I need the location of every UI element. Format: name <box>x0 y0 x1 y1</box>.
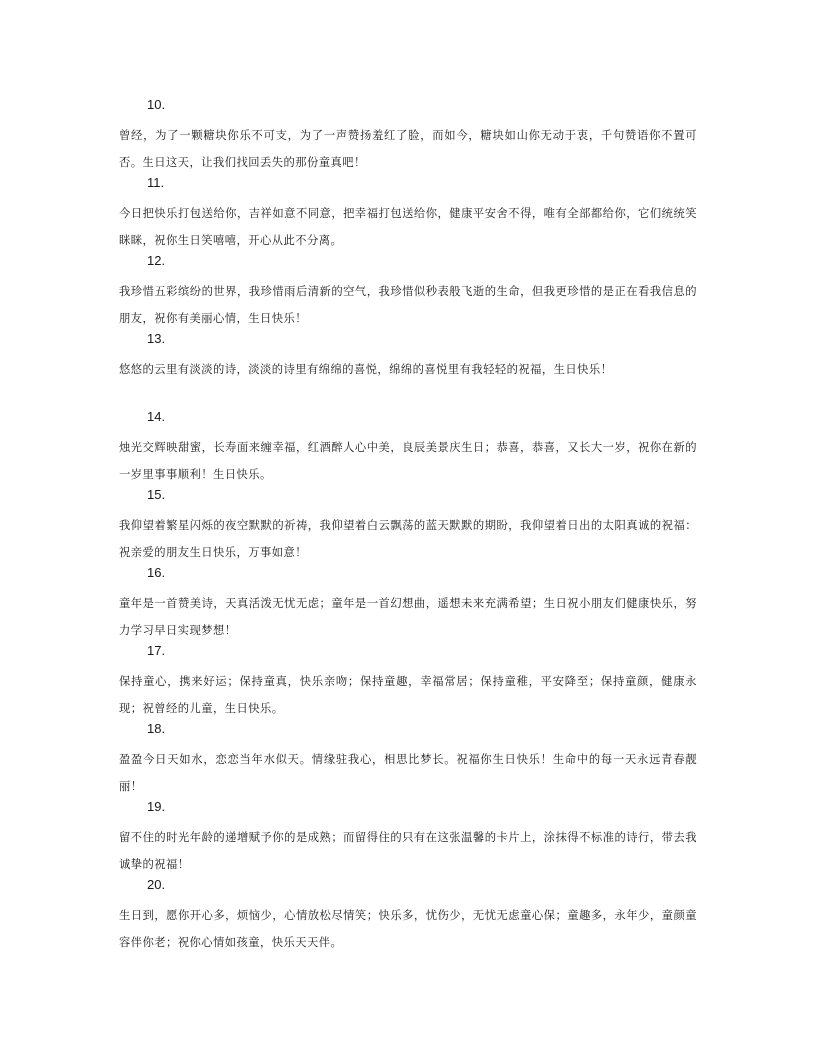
entry-11 <box>119 175 697 254</box>
entry-13 <box>119 331 697 383</box>
entry-12 <box>119 253 697 332</box>
entry-text: 我仰望着繁星闪烁的夜空默默的祈祷，我仰望着白云飘荡的蓝天默默的期盼，我仰望着日出的太阳真诚的祝福：祝亲爱的朋友生日快乐，万事如意！ <box>119 519 697 559</box>
entry-16 <box>119 565 697 644</box>
entry-18 <box>119 721 697 800</box>
entry-number: 14. <box>147 409 166 424</box>
entry-19 <box>119 799 697 878</box>
entry-text: 留不住的时光年龄的递增赋予你的是成熟；而留得住的只有在这张温馨的卡片上，涂抹得不标准的诗行，带去我诚挚的祝福！ <box>119 831 697 871</box>
entry-text: 保持童心，携来好运；保持童真，快乐亲吻；保持童趣，幸福常居；保持童稚，平安降至；保持童颜，健康永现；祝曾经的儿童，生日快乐。 <box>119 675 697 715</box>
entry-15 <box>119 487 697 566</box>
entry-number: 10. <box>147 97 166 112</box>
entry-number: 11. <box>147 175 165 190</box>
entry-number: 20. <box>147 877 166 892</box>
entry-text: 盈盈今日天如水，恋恋当年水似天。情缘驻我心，相思比梦长。祝福你生日快乐！生命中的每一天永远青春靓丽！ <box>119 753 697 793</box>
entry-text: 悠悠的云里有淡淡的诗，淡淡的诗里有绵绵的喜悦，绵绵的喜悦里有我轻轻的祝福，生日快乐！ <box>119 363 613 376</box>
entry-text: 童年是一首赞美诗，天真活泼无忧无虑；童年是一首幻想曲，遥想未来充满希望；生日祝小朋友们健康快乐，努力学习早日实现梦想！ <box>119 597 697 637</box>
entry-14 <box>119 409 697 488</box>
entry-20 <box>119 877 697 956</box>
entry-text: 生日到，愿你开心多，烦恼少，心情放松尽情笑；快乐多，忧伤少，无忧无虑童心保；童趣多，永年少，童颜童容伴你老；祝你心情如孩童，快乐天天伴。 <box>119 909 697 949</box>
entry-number: 13. <box>147 331 166 346</box>
entry-text: 曾经，为了一颗糖块你乐不可支，为了一声赞扬羞红了脸，而如今，糖块如山你无动于衷，千句赞语你不置可否。生日这天，让我们找回丢失的那份童真吧！ <box>119 129 697 169</box>
entry-number: 18. <box>147 721 166 736</box>
entry-number: 15. <box>147 487 166 502</box>
entry-number: 12. <box>147 253 166 268</box>
entry-text: 我珍惜五彩缤纷的世界，我珍惜雨后清新的空气，我珍惜似秒表般飞逝的生命，但我更珍惜的是正在看我信息的朋友，祝你有美丽心情，生日快乐！ <box>119 285 697 325</box>
entry-10 <box>119 97 697 176</box>
entry-text: 烛光交辉映甜蜜，长寿面来缠幸福，红酒醉人心中美，良辰美景庆生日；恭喜，恭喜，又长大一岁，祝你在新的一岁里事事顺利！生日快乐。 <box>119 441 697 481</box>
entry-number: 16. <box>147 565 166 580</box>
entry-number: 17. <box>147 643 166 658</box>
entry-17 <box>119 643 697 722</box>
entry-text: 今日把快乐打包送给你，吉祥如意不同意，把幸福打包送给你，健康平安舍不得，唯有全部都给你，它们统统笑眯眯，祝你生日笑嘻嘻，开心从此不分离。 <box>119 207 697 247</box>
entry-number: 19. <box>147 799 166 814</box>
